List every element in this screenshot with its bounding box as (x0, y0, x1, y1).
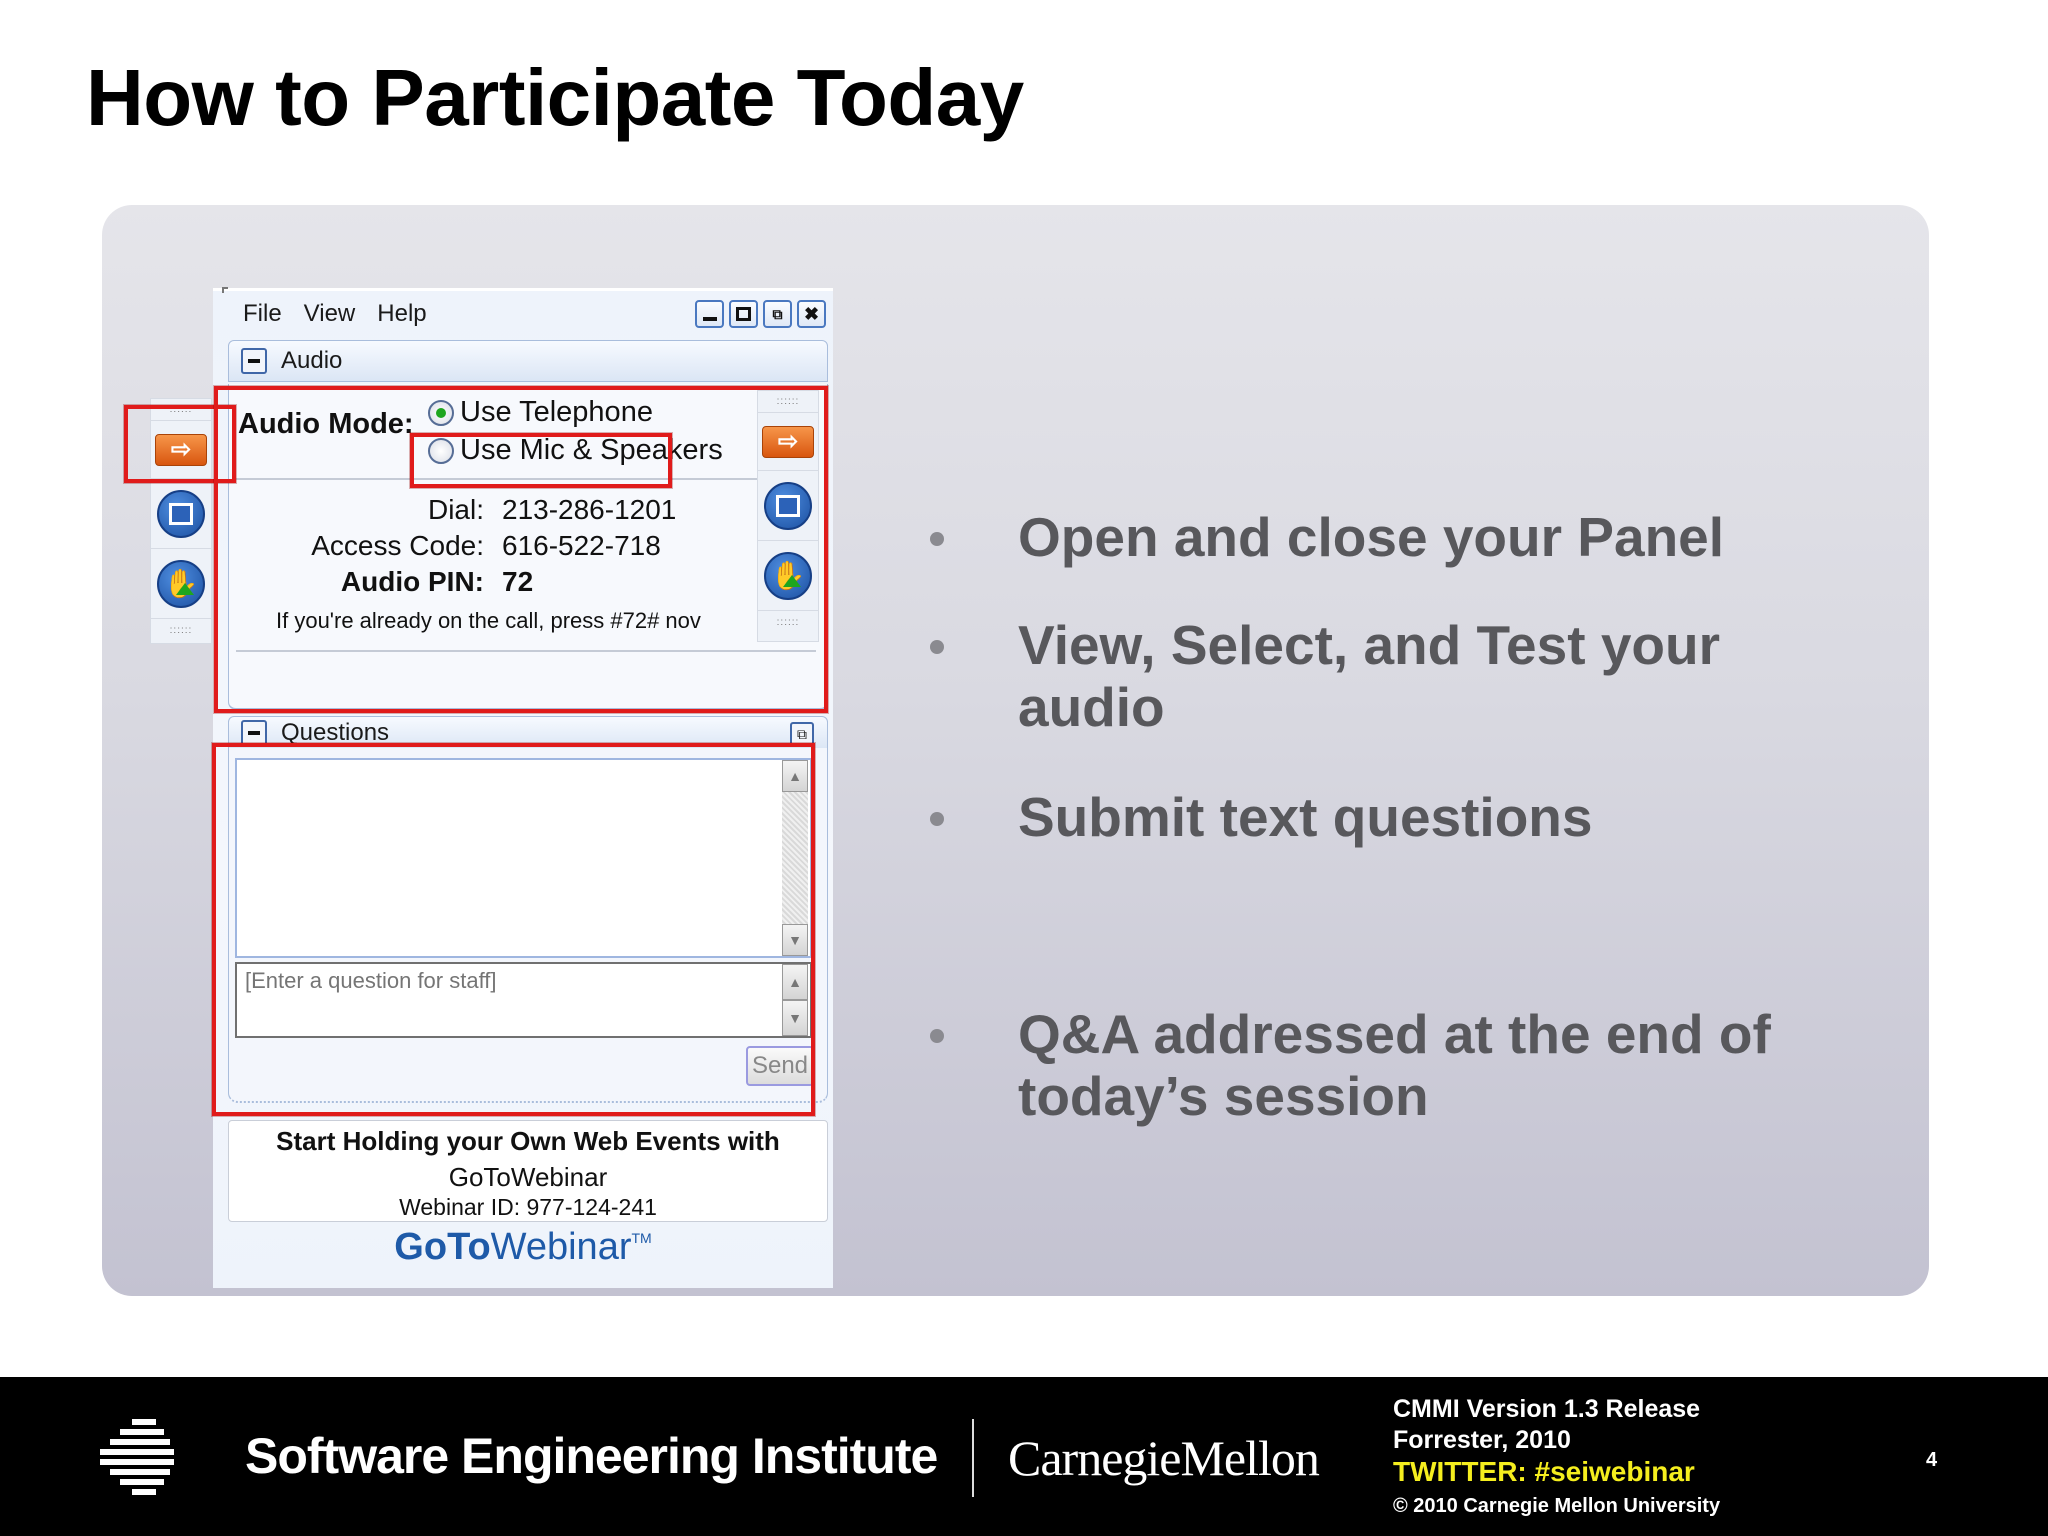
radio-mic-label: Use Mic & Speakers (460, 434, 723, 466)
bullet-dot (930, 1029, 944, 1043)
restore-button[interactable] (763, 300, 792, 328)
menu-file[interactable]: File (243, 300, 282, 327)
access-code-value: 616-522-718 (502, 530, 661, 561)
grip-handle-icon[interactable]: :::::: (151, 399, 211, 421)
close-icon: ✖ (803, 303, 820, 324)
scroll-down-icon[interactable]: ▼ (782, 1000, 808, 1036)
scroll-up-icon[interactable]: ▲ (782, 964, 808, 1000)
radio-telephone-label: Use Telephone (460, 396, 653, 428)
raise-hand-icon: ✋ (157, 560, 205, 608)
menu-view[interactable]: View (303, 300, 356, 327)
audio-header-label: Audio (281, 347, 343, 374)
promo-line-2: GoToWebinar (448, 1162, 608, 1192)
page-number: 4 (1926, 1449, 1938, 1471)
gotowebinar-logo (213, 1226, 833, 1269)
already-on-call-notice: If you're already on the call, press #72# nov (276, 608, 701, 633)
bullet-item (930, 506, 1830, 568)
bullet-text: Q&A addressed at the end of today’s session (1018, 1003, 1771, 1127)
maximize-button[interactable] (729, 300, 758, 328)
audio-section-header[interactable] (228, 340, 828, 382)
cmu-wordmark: CarnegieMellon (1008, 1430, 1319, 1486)
arrow-right-icon: ⇨ (155, 434, 207, 466)
screen-icon (157, 490, 205, 538)
scroll-down-icon[interactable]: ▼ (782, 924, 808, 956)
collapse-icon[interactable] (241, 348, 267, 374)
footer-info (1393, 1394, 1720, 1522)
audio-pin-value: 72 (502, 566, 534, 597)
bullet-item (930, 614, 1790, 738)
minimize-button[interactable] (695, 300, 724, 328)
menu-help[interactable]: Help (377, 300, 427, 327)
dial-value: 213-286-1201 (502, 494, 677, 525)
highlight-mic-option (410, 433, 672, 488)
bullet-dot (930, 532, 944, 546)
bullet-text: Open and close your Panel (1018, 506, 1725, 568)
screen-button[interactable] (151, 479, 211, 549)
raise-hand-button[interactable] (151, 549, 211, 619)
footer-bar (0, 1377, 2048, 1536)
sei-logo-icon (100, 1419, 194, 1495)
logo-light: Webinar (490, 1226, 632, 1268)
close-button[interactable] (797, 300, 826, 328)
arrow-right-icon: ⇨ (762, 426, 814, 458)
audio-mode-label: Audio Mode: (238, 408, 414, 440)
restore-icon: ⧉ (772, 305, 783, 322)
menu-bar (243, 300, 427, 328)
popout-icon[interactable]: ⧉ (790, 722, 814, 746)
footer-divider (972, 1419, 974, 1497)
grip-handle-icon[interactable]: :::::: (758, 391, 818, 413)
maximize-icon (736, 307, 751, 321)
twitter-hashtag: TWITTER: #seiwebinar (1393, 1456, 1695, 1487)
window-controls (695, 300, 826, 328)
raise-hand-icon: ✋ (764, 552, 812, 600)
send-button[interactable]: Send (746, 1046, 814, 1086)
logo-tm: TM (631, 1230, 652, 1246)
bullet-item (930, 786, 1830, 848)
footer-line-2: Forrester, 2010 (1393, 1426, 1571, 1454)
highlight-questions-section (212, 743, 815, 1116)
slide-title: How to Participate Today (86, 53, 1024, 142)
resize-grip-icon[interactable] (222, 287, 228, 293)
logo-bold: GoTo (394, 1226, 491, 1268)
bullet-dot (930, 812, 944, 826)
bullet-item (930, 1003, 1830, 1127)
promo-line-1: Start Holding your Own Web Events with (276, 1126, 780, 1156)
webinar-id: Webinar ID: 977-124-241 (399, 1194, 657, 1220)
scroll-up-icon[interactable]: ▲ (782, 760, 808, 792)
sei-name: Software Engineering Institute (245, 1428, 938, 1484)
bullet-text: View, Select, and Test your audio (1018, 614, 1721, 738)
copyright: © 2010 Carnegie Mellon University (1393, 1495, 1721, 1517)
bullet-dot (930, 640, 944, 654)
bullet-text: Submit text questions (1018, 786, 1593, 848)
grip-handle-icon[interactable]: :::::: (169, 624, 193, 636)
grip-handle-icon[interactable]: :::::: (776, 616, 800, 628)
minimize-icon (703, 317, 717, 321)
promo-box (228, 1120, 828, 1222)
questions-header-label: Questions (281, 719, 390, 746)
footer-line-1: CMMI Version 1.3 Release (1393, 1395, 1701, 1423)
access-code-label: Access Code: (311, 530, 484, 561)
dial-label: Dial: (427, 494, 484, 525)
audio-pin-label: Audio PIN: (340, 566, 484, 597)
